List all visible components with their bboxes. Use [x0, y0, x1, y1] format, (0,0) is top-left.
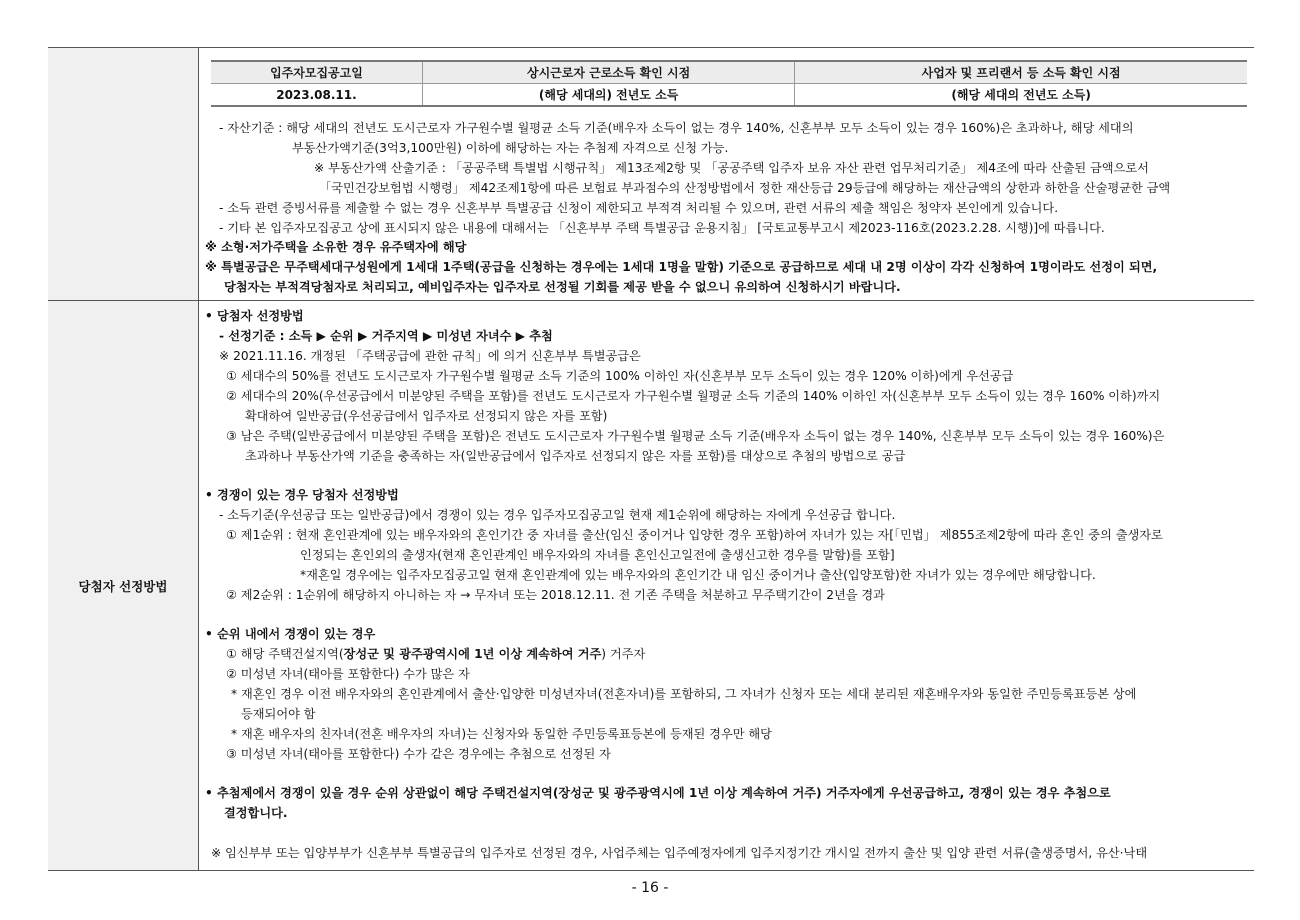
item-priority-supply: ① 세대수의 50%를 전년도 도시근로자 가구원수별 월평균 소득 기준의 100% 이하인 자(신혼부부 모두 소득이 있는 경우 120% 이하)에게 우선공급 [226, 369, 1014, 383]
page-number: - 16 - [631, 880, 669, 896]
property-value-note-2: 「국민건강보험법 시행령」 제42조제1항에 따른 보험료 부과점수의 산정방법에서 정한 재산등급 29등급에 해당하는 재산금액의 상한과 하한을 산술평균한 금액 [319, 181, 1171, 195]
property-value-note: ※ 부동산가액 산출기준 : 「공공주택 특별법 시행규칙」 제13조제2항 및 「공공주택 입주자 보유 자산 관련 업무처리기준」 제4조에 따라 산출된 금액으로서 [314, 161, 1149, 175]
small-house-note: ※ 소형·저가주택을 소유한 경우 유주택자에 해당 [205, 240, 467, 254]
header-employee-income: 상시근로자 근로소득 확인 시점 [422, 61, 794, 84]
remarriage-note: *재혼일 경우에는 입주자모집공고일 현재 혼인관계에 있는 배우자와의 혼인기간 내 임신 중이거나 출산(입양포함)한 자녀가 있는 경우에만 해당합니다. [300, 568, 1096, 582]
within-rank-item-1-suffix: ) 거주자 [601, 647, 646, 661]
within-rank-item-3: ③ 미성년 자녀(태아를 포함한다) 수가 같은 경우에는 추첨으로 선정된 자 [226, 747, 611, 761]
cell-freelancer-income: (해당 세대의 전년도 소득) [795, 84, 1247, 107]
header-freelancer-income: 사업자 및 프리랜서 등 소득 확인 시점 [795, 61, 1247, 84]
cell-employee-income: (해당 세대의) 전년도 소득 [422, 84, 794, 107]
rule-revision-note: ※ 2021.11.16. 개정된 「주택공급에 관한 규칙」에 의거 신혼부부 특별공급은 [219, 349, 641, 363]
rank-1: ① 제1순위 : 현재 혼인관계에 있는 배우자와의 혼인기간 중 자녀를 출산(임신 중이거나 입양한 경우 포함)하여 자녀가 있는 자[「민법」 제855조제2항에 따라 혼인 중의 출생자로 [226, 528, 1163, 542]
evidence-note: - 소득 관련 증빙서류를 제출할 수 없는 경우 신혼부부 특별공급 신청이 제한되고 부적격 처리될 수 있으며, 관련 서류의 제출 책임은 청약자 본인에게 있습니다. [219, 201, 1059, 215]
section-label: 당첨자 선정방법 [78, 579, 168, 594]
rank-1-cont: 인정되는 혼인외의 출생자(현재 혼인관계인 배우자와의 자녀를 혼인신고일전에 출생신고한 경우를 말함)를 포함] [300, 548, 895, 562]
remarriage-child-note: * 재혼인 경우 이전 배우자와의 혼인관계에서 출산·입양한 미성년자녀(전혼자녀)를 포함하되, 그 자녀가 신청자 또는 세대 분리된 재혼배우자와 동일한 주민등록표등본 상에 [231, 687, 1137, 701]
remarriage-child-note-2: 등재되어야 함 [241, 707, 316, 721]
item-general-supply: ② 세대수의 20%(우선공급에서 미분양된 주택을 포함)를 전년도 도시근로자 가구원수별 월평균 소득 기준의 140% 이하인 자(신혼부부 모두 소득이 있는 경우 160% 이하)까지 [226, 389, 1161, 403]
selection-criteria: - 선정기준 : 소득 ▶ 순위 ▶ 거주지역 ▶ 미성년 자녀수 ▶ 추첨 [219, 329, 553, 343]
asset-criteria-line: - 자산기준 : 해당 세대의 전년도 도시근로자 가구원수별 월평균 소득 기준(배우자 소득이 없는 경우 140%, 신혼부부 모두 소득이 있는 경우 160%)은 초과하나, 해당 세대의 [219, 121, 1134, 135]
section-label-cell [48, 301, 199, 870]
spouse-child-note: * 재혼 배우자의 친자녀(전혼 배우자의 자녀)는 신청자와 동일한 주민등록표등본에 등재된 경우만 해당 [231, 727, 772, 741]
label-cell-empty [48, 48, 199, 300]
pregnant-couple-note: ※ 임신부부 또는 입양부부가 신혼부부 특별공급의 입주자로 선정된 경우, 사업주체는 입주예정자에게 입주지정기간 개시일 전까지 출산 및 입양 관련 서류(출생증명서, 유산·낙태 [211, 846, 1148, 860]
income-criteria-block [199, 48, 1254, 300]
dates-table [211, 60, 1247, 107]
rank-2: ② 제2순위 : 1순위에 해당하지 아니하는 자 → 무자녀 또는 2018.12.11. 전 기존 주택을 처분하고 무주택기간이 2년을 경과 [226, 588, 885, 602]
bullet-lottery-priority: • 추첨제에서 경쟁이 있을 경우 순위 상관없이 해당 주택건설지역(장성군 및 광주광역시에 1년 이상 계속하여 거주) 거주자에게 우선공급하고, 경쟁이 있는 경우 추첨으로 [205, 786, 1111, 800]
special-supply-warning-2: 당첨자는 부적격당첨자로 처리되고, 예비입주자는 입주자로 선정될 기회를 제공 받을 수 없으니 유의하여 신청하시기 바랍니다. [224, 280, 901, 294]
bullet-winner-method: • 당첨자 선정방법 [205, 309, 304, 323]
bottom-rule [48, 870, 1254, 871]
cell-announce-date: 2023.08.11. [211, 84, 422, 107]
region-highlight: 장성군 및 광주광역시에 1년 이상 계속하여 거주 [343, 647, 602, 661]
bullet-competition-method: • 경쟁이 있는 경우 당첨자 선정방법 [205, 488, 399, 502]
special-supply-warning: ※ 특별공급은 무주택세대구성원에게 1세대 1주택(공급을 신청하는 경우에는 1세대 1명을 말함) 기준으로 공급하므로 세대 내 2명 이상이 각각 신청하여 1명이라도 선정이 되면, [205, 260, 1158, 274]
bullet-within-rank: • 순위 내에서 경쟁이 있는 경우 [205, 627, 376, 641]
item-general-supply-2: 확대하여 일반공급(우선공급에서 입주자로 선정되지 않은 자를 포함) [245, 409, 608, 423]
competition-note: - 소득기준(우선공급 또는 일반공급)에서 경쟁이 있는 경우 입주자모집공고일 현재 제1순위에 해당하는 자에게 우선공급 합니다. [219, 508, 896, 522]
lottery-priority-2: 결정합니다. [224, 806, 288, 820]
within-rank-item-1 [226, 646, 645, 662]
other-note: - 기타 본 입주자모집공고 상에 표시되지 않은 내용에 대해서는 「신혼부부 주택 특별공급 운용지침」 [국토교통부고시 제2023-116호(2023.2.28. 시행)]에 따릅니다. [219, 221, 1105, 235]
within-rank-item-1-prefix: ① 해당 주택건설지역( [226, 647, 344, 661]
item-remaining-houses: ③ 남은 주택(일반공급에서 미분양된 주택을 포함)은 전년도 도시근로자 가구원수별 월평균 소득 기준(배우자 소득이 없는 경우 140%, 신혼부부 모두 소득이 있는 경우 160%)은 [226, 429, 1165, 443]
document-page [48, 47, 1254, 870]
within-rank-item-2: ② 미성년 자녀(태아를 포함한다) 수가 많은 자 [226, 667, 470, 681]
item-remaining-houses-2: 초과하나 부동산가액 기준을 충족하는 자(일반공급에서 입주자로 선정되지 않은 자를 포함)를 대상으로 추첨의 방법으로 공급 [245, 449, 906, 463]
header-announce-date: 입주자모집공고일 [211, 61, 422, 84]
winner-selection-block [199, 301, 1254, 870]
asset-criteria-line-2: 부동산가액기준(3억3,100만원) 이하에 해당하는 자는 추첨제 자격으로 신청 가능. [292, 141, 729, 155]
